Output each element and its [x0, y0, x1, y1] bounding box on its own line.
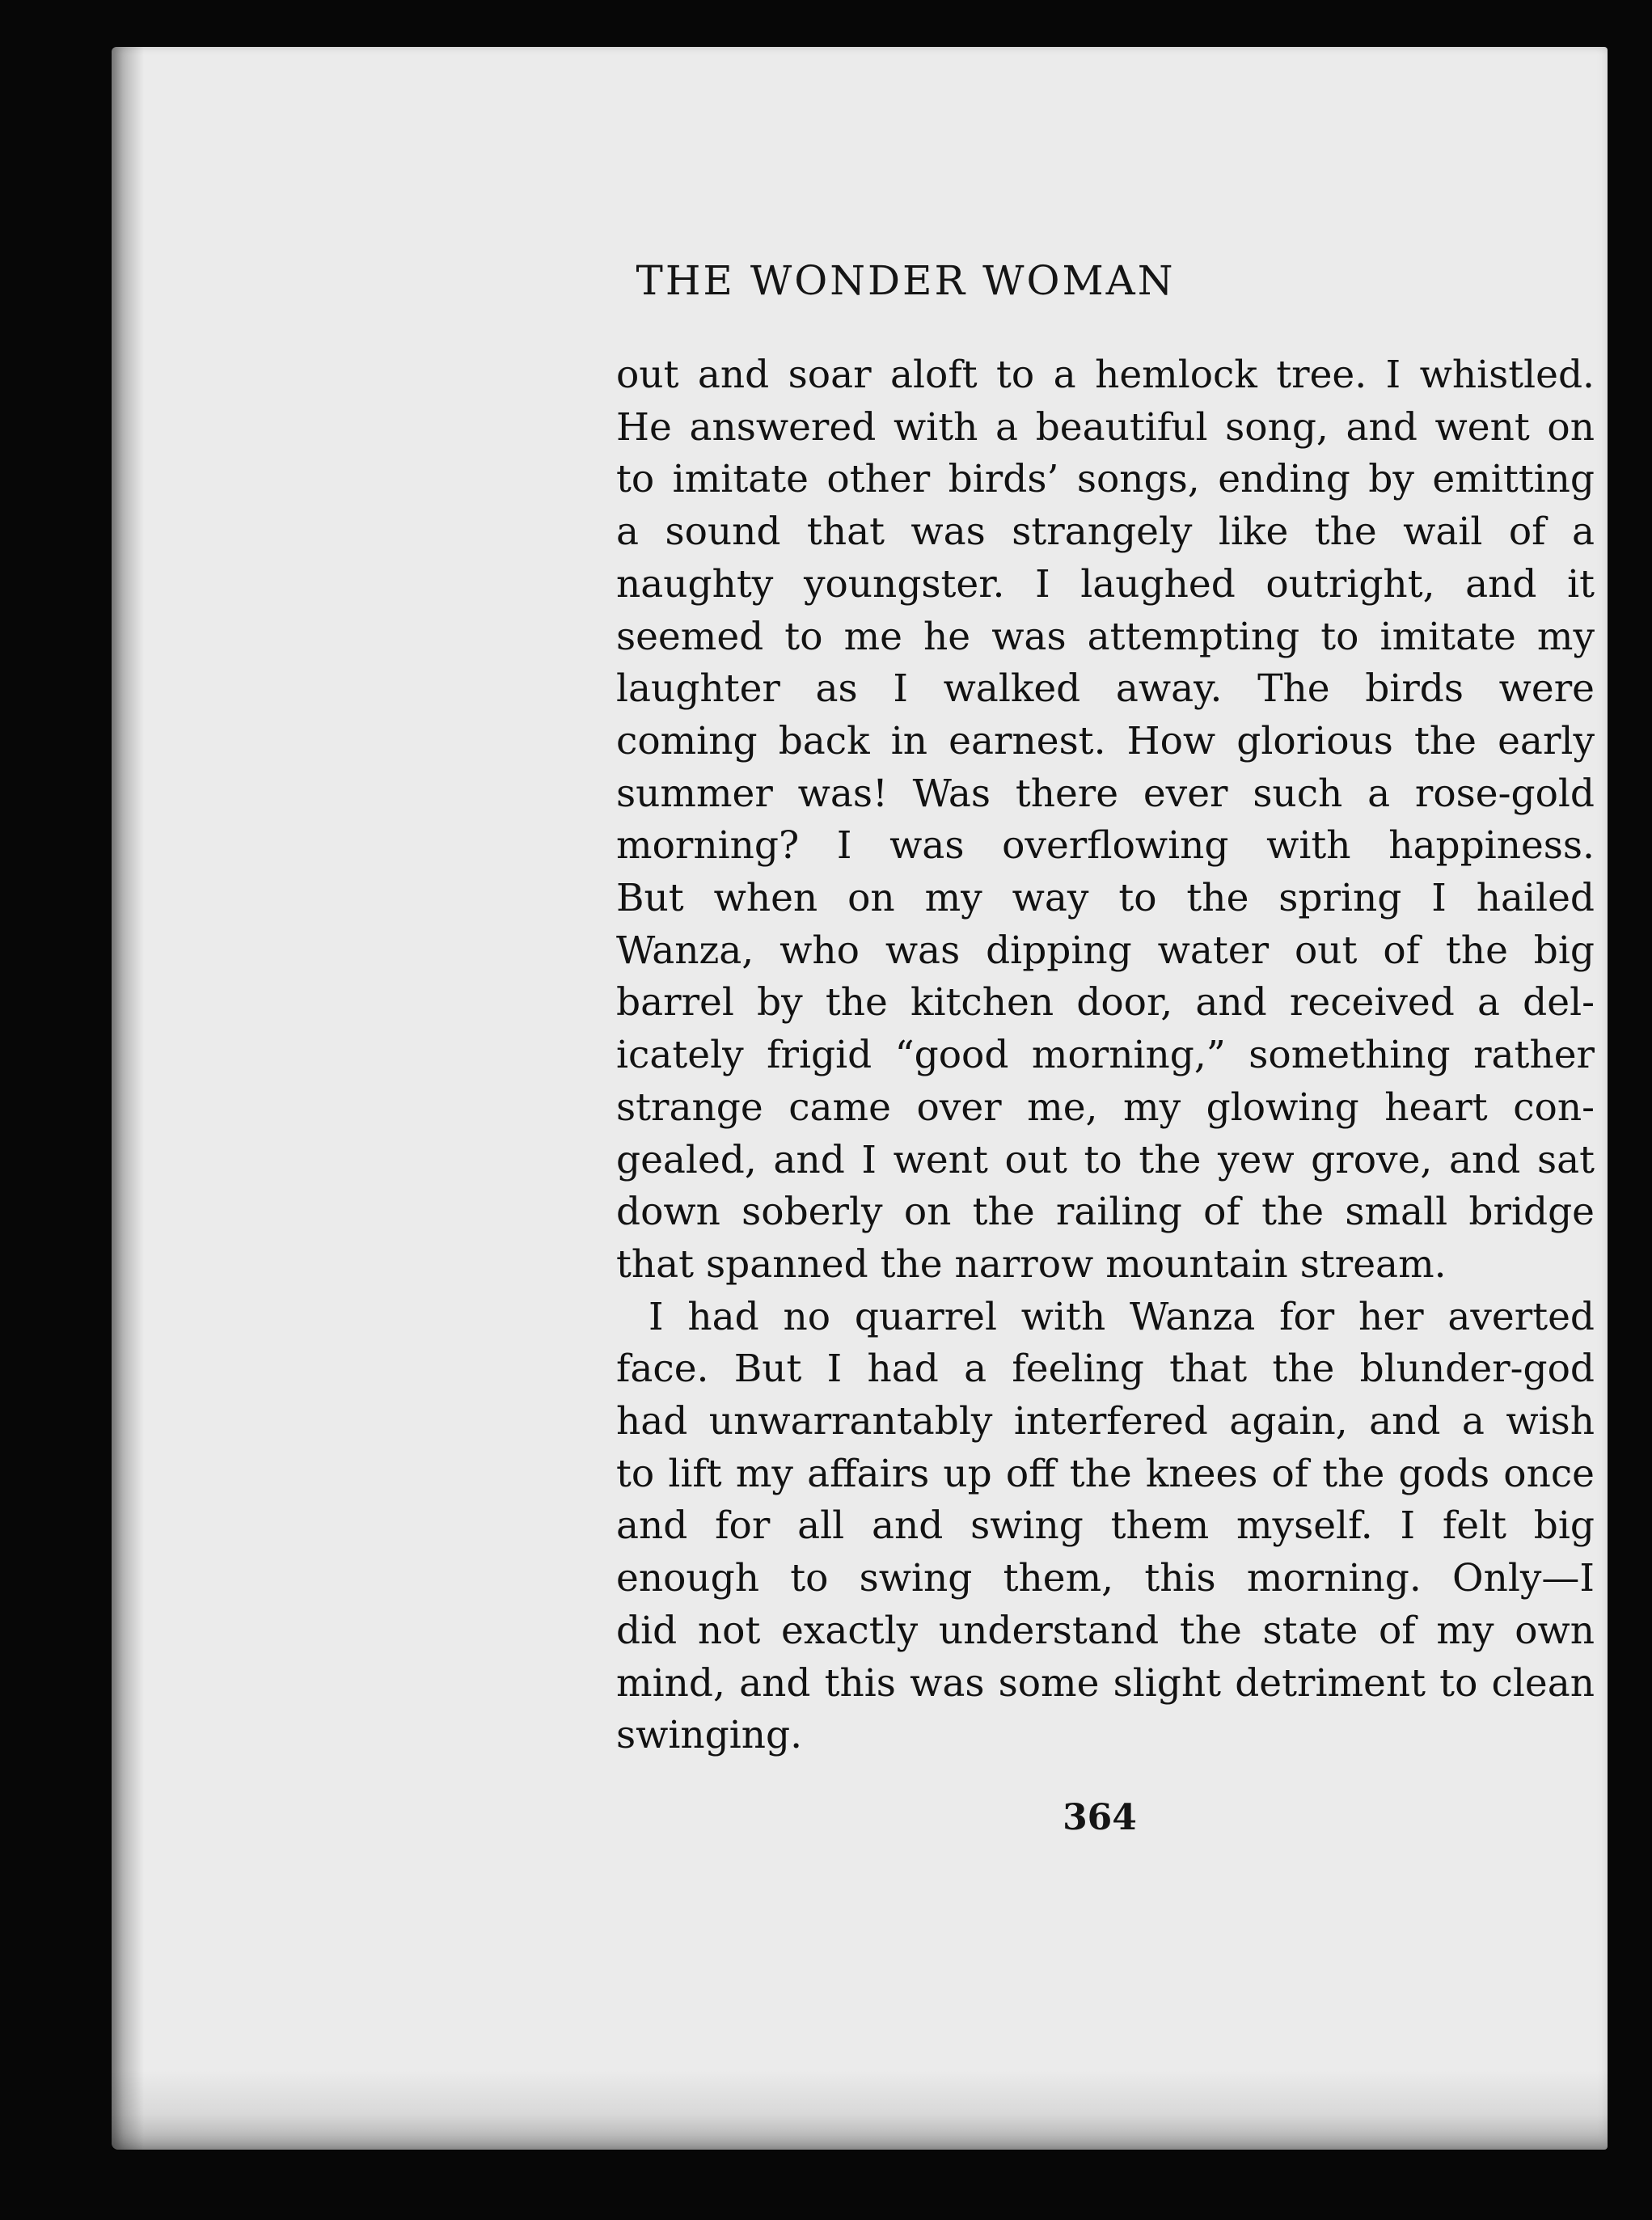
text-line: barrel by the kitchen door, and received a del-: [616, 980, 1595, 1025]
text-line: coming back in earnest. How glorious the early: [616, 718, 1595, 763]
text-line: that spanned the narrow mountain stream.: [616, 1241, 1447, 1287]
text-line: But when on my way to the spring I hailed: [616, 876, 1595, 921]
text-line: I had no quarrel with Wanza for her averted: [649, 1294, 1595, 1339]
text-line: Wanza, who was dipping water out of the big: [616, 928, 1595, 973]
text-line: icately frigid “good morning,” something rather: [616, 1033, 1595, 1078]
text-line: to imitate other birds’ songs, ending by emitting: [616, 457, 1595, 502]
text-line: out and soar aloft to a hemlock tree. I whistled.: [616, 353, 1595, 397]
text-line: a sound that was strangely like the wail of a: [616, 510, 1595, 555]
text-line: down soberly on the railing of the small bridge: [616, 1190, 1595, 1235]
text-line: swinging.: [616, 1713, 803, 1758]
text-line: did not exactly understand the state of my own: [616, 1608, 1595, 1653]
text-line: He answered with a beautiful song, and went on: [616, 404, 1595, 450]
text-line: to lift my affairs up off the knees of the gods once: [616, 1451, 1595, 1496]
text-line: strange came over me, my glowing heart con-: [616, 1085, 1595, 1130]
text-line: gealed, and I went out to the yew grove, and sat: [616, 1137, 1595, 1182]
body-text: [616, 349, 1595, 1762]
running-head: THE WONDER WOMAN: [636, 257, 1176, 304]
text-line: face. But I had a feeling that the blunder-god: [616, 1347, 1595, 1392]
text-line: seemed to me he was attempting to imitate my: [616, 614, 1595, 659]
text-line: and for all and swing them myself. I felt big: [616, 1503, 1595, 1549]
gutter-shadow: [112, 47, 144, 2150]
text-line: laughter as I walked away. The birds were: [616, 666, 1595, 712]
text-line: naughty youngster. I laughed outright, and it: [616, 561, 1595, 607]
page-bottom-edge: [112, 2070, 1608, 2150]
paragraph: [616, 1292, 1595, 1762]
text-line: summer was! Was there ever such a rose-gold: [616, 771, 1595, 816]
text-line: morning? I was overflowing with happiness.: [616, 823, 1595, 869]
page-number: 364: [1063, 1797, 1137, 1838]
text-line: had unwarrantably interfered again, and a wish: [616, 1399, 1595, 1444]
paragraph: [616, 349, 1595, 1292]
text-line: enough to swing them, this morning. Only—I: [616, 1556, 1595, 1601]
text-line: mind, and this was some slight detriment to clean: [616, 1660, 1595, 1706]
